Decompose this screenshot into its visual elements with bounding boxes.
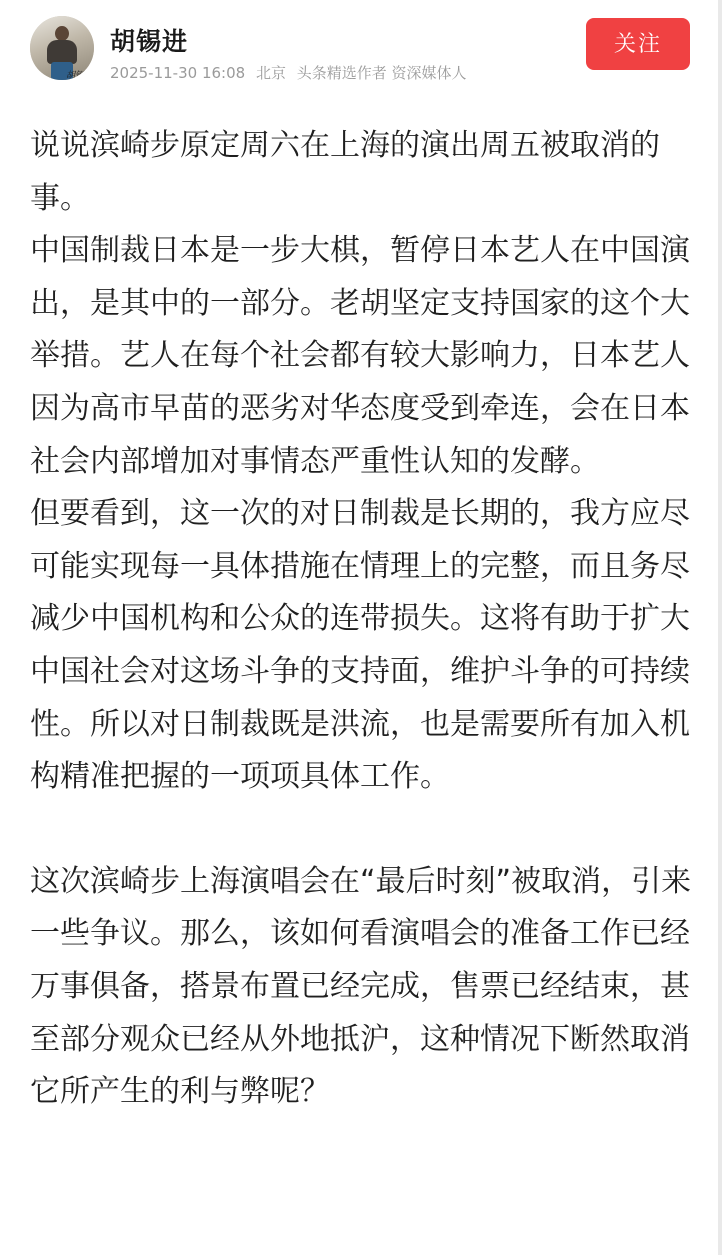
avatar-person-body (47, 40, 77, 64)
article-paragraph: 说说滨崎步原定周六在上海的演出周五被取消的事。 (30, 128, 660, 216)
follow-button[interactable]: 关注 (586, 18, 690, 70)
post-location: 北京 (255, 64, 286, 82)
article-paragraph: 但要看到，这一次的对日制裁是长期的，我方应尽可能实现每一具体措施在情理上的完整，而且务尽减少中国机构和公众的连带损失。这将有助于扩大中国社会对这场斗争的支持面，维护斗争的可持续性。所以对日制裁既是洪流，也是需要所有加入机构精准把握的一项项具体工作。 (30, 496, 690, 795)
article-paragraph: 中国制裁日本是一步大棋，暂停日本艺人在中国演出，是其中的一部分。老胡坚定支持国家的这个大举措。艺人在每个社会都有较大影响力，日本艺人因为高市早苗的恶劣对华态度受到牵连，会在日本社会内部增加对事情态严重性认知的发酵。 (30, 233, 690, 479)
article-paragraph: 这次滨崎步上海演唱会在“最后时刻”被取消，引来一些争议。那么，该如何看演唱会的准备工作已经万事俱备，搭景布置已经完成，售票已经结束，甚至部分观众已经从外地抵沪，这种情况下断然取消它所产生的利与弊呢？ (30, 863, 692, 1110)
post-meta (110, 62, 473, 83)
avatar-person-head (55, 26, 69, 41)
author-tags: 头条精选作者 资深媒体人 (296, 64, 467, 82)
scrollbar[interactable] (718, 0, 722, 1255)
avatar[interactable] (30, 16, 94, 80)
post-datetime: 2025-11-30 16:08 (110, 64, 246, 82)
author-header (0, 0, 722, 100)
article-body (30, 120, 700, 1119)
avatar-signature: 胡锡进 (66, 71, 94, 80)
author-name[interactable]: 胡锡进 (110, 27, 189, 56)
